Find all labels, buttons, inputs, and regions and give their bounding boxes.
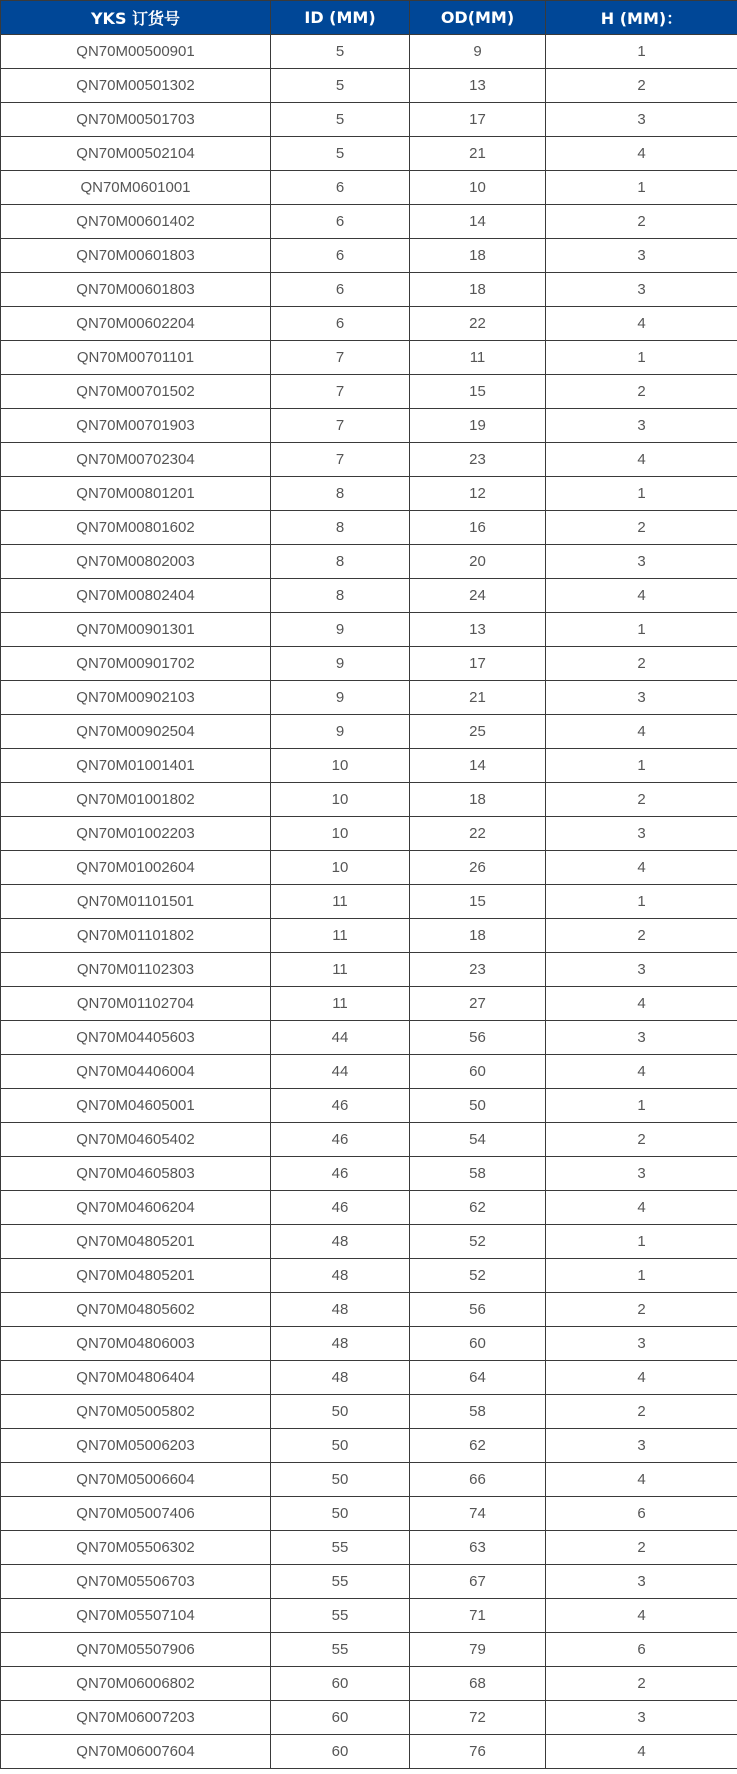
cell-order-number: QN70M01102704: [1, 987, 271, 1021]
cell-inner-diameter: 48: [271, 1293, 410, 1327]
cell-outer-diameter: 68: [410, 1667, 546, 1701]
cell-inner-diameter: 8: [271, 511, 410, 545]
cell-height: 3: [546, 1327, 737, 1361]
cell-inner-diameter: 10: [271, 749, 410, 783]
cell-inner-diameter: 55: [271, 1531, 410, 1565]
table-row: [1, 1123, 737, 1157]
cell-height: 3: [546, 1565, 737, 1599]
cell-outer-diameter: 66: [410, 1463, 546, 1497]
cell-order-number: QN70M04605803: [1, 1157, 271, 1191]
table-body: [1, 35, 737, 1769]
cell-height: 4: [546, 579, 737, 613]
cell-inner-diameter: 55: [271, 1565, 410, 1599]
cell-outer-diameter: 52: [410, 1259, 546, 1293]
cell-height: 4: [546, 987, 737, 1021]
cell-inner-diameter: 11: [271, 919, 410, 953]
cell-height: 4: [546, 137, 737, 171]
cell-inner-diameter: 9: [271, 715, 410, 749]
cell-outer-diameter: 17: [410, 103, 546, 137]
cell-outer-diameter: 9: [410, 35, 546, 69]
header-row: [1, 1, 737, 35]
cell-outer-diameter: 19: [410, 409, 546, 443]
table-row: [1, 953, 737, 987]
cell-inner-diameter: 5: [271, 103, 410, 137]
cell-order-number: QN70M06006802: [1, 1667, 271, 1701]
table-row: [1, 681, 737, 715]
cell-order-number: QN70M00701101: [1, 341, 271, 375]
cell-order-number: QN70M00601803: [1, 273, 271, 307]
cell-order-number: QN70M05005802: [1, 1395, 271, 1429]
cell-height: 3: [546, 1701, 737, 1735]
table-row: [1, 171, 737, 205]
cell-order-number: QN70M00801201: [1, 477, 271, 511]
table-row: [1, 1565, 737, 1599]
cell-height: 4: [546, 1599, 737, 1633]
cell-order-number: QN70M04605402: [1, 1123, 271, 1157]
table-row: [1, 613, 737, 647]
cell-height: 2: [546, 511, 737, 545]
table-row: [1, 1667, 737, 1701]
cell-outer-diameter: 25: [410, 715, 546, 749]
cell-outer-diameter: 10: [410, 171, 546, 205]
cell-outer-diameter: 56: [410, 1293, 546, 1327]
cell-inner-diameter: 9: [271, 647, 410, 681]
cell-height: 3: [546, 1157, 737, 1191]
cell-outer-diameter: 76: [410, 1735, 546, 1769]
cell-height: 2: [546, 375, 737, 409]
table-row: [1, 443, 737, 477]
cell-order-number: QN70M00502104: [1, 137, 271, 171]
cell-order-number: QN70M01001401: [1, 749, 271, 783]
cell-height: 6: [546, 1497, 737, 1531]
cell-inner-diameter: 50: [271, 1429, 410, 1463]
cell-inner-diameter: 10: [271, 851, 410, 885]
cell-inner-diameter: 5: [271, 137, 410, 171]
cell-inner-diameter: 50: [271, 1497, 410, 1531]
cell-outer-diameter: 52: [410, 1225, 546, 1259]
cell-outer-diameter: 18: [410, 273, 546, 307]
cell-height: 3: [546, 1429, 737, 1463]
cell-height: 4: [546, 443, 737, 477]
cell-inner-diameter: 55: [271, 1599, 410, 1633]
cell-outer-diameter: 14: [410, 205, 546, 239]
table-row: [1, 1191, 737, 1225]
cell-inner-diameter: 60: [271, 1667, 410, 1701]
cell-inner-diameter: 55: [271, 1633, 410, 1667]
cell-order-number: QN70M00701903: [1, 409, 271, 443]
cell-order-number: QN70M00501302: [1, 69, 271, 103]
cell-order-number: QN70M04606204: [1, 1191, 271, 1225]
cell-outer-diameter: 24: [410, 579, 546, 613]
cell-height: 3: [546, 239, 737, 273]
table-row: [1, 205, 737, 239]
table-row: [1, 1293, 737, 1327]
header-order-number: YKS 订货号: [1, 1, 271, 35]
table-row: [1, 1157, 737, 1191]
cell-order-number: QN70M04405603: [1, 1021, 271, 1055]
cell-height: 1: [546, 477, 737, 511]
cell-outer-diameter: 67: [410, 1565, 546, 1599]
cell-outer-diameter: 62: [410, 1429, 546, 1463]
table-row: [1, 341, 737, 375]
cell-order-number: QN70M00601402: [1, 205, 271, 239]
cell-outer-diameter: 13: [410, 69, 546, 103]
cell-order-number: QN70M01102303: [1, 953, 271, 987]
cell-order-number: QN70M04805602: [1, 1293, 271, 1327]
cell-order-number: QN70M04806404: [1, 1361, 271, 1395]
cell-inner-diameter: 9: [271, 613, 410, 647]
cell-outer-diameter: 21: [410, 137, 546, 171]
cell-order-number: QN70M05507104: [1, 1599, 271, 1633]
cell-inner-diameter: 6: [271, 239, 410, 273]
cell-height: 2: [546, 919, 737, 953]
table-row: [1, 1599, 737, 1633]
cell-height: 2: [546, 1123, 737, 1157]
cell-outer-diameter: 58: [410, 1157, 546, 1191]
cell-inner-diameter: 5: [271, 69, 410, 103]
cell-outer-diameter: 62: [410, 1191, 546, 1225]
cell-order-number: QN70M06007203: [1, 1701, 271, 1735]
cell-outer-diameter: 11: [410, 341, 546, 375]
cell-order-number: QN70M00802404: [1, 579, 271, 613]
cell-order-number: QN70M01101802: [1, 919, 271, 953]
cell-outer-diameter: 54: [410, 1123, 546, 1157]
table-row: [1, 1021, 737, 1055]
cell-order-number: QN70M01002203: [1, 817, 271, 851]
cell-height: 2: [546, 1395, 737, 1429]
cell-outer-diameter: 50: [410, 1089, 546, 1123]
table-row: [1, 647, 737, 681]
cell-height: 2: [546, 647, 737, 681]
cell-inner-diameter: 7: [271, 341, 410, 375]
cell-order-number: QN70M04605001: [1, 1089, 271, 1123]
cell-inner-diameter: 6: [271, 273, 410, 307]
cell-outer-diameter: 23: [410, 953, 546, 987]
cell-height: 4: [546, 1735, 737, 1769]
table-row: [1, 545, 737, 579]
cell-order-number: QN70M04805201: [1, 1259, 271, 1293]
cell-inner-diameter: 8: [271, 477, 410, 511]
table-row: [1, 1531, 737, 1565]
cell-outer-diameter: 20: [410, 545, 546, 579]
cell-outer-diameter: 22: [410, 817, 546, 851]
cell-inner-diameter: 6: [271, 171, 410, 205]
cell-outer-diameter: 18: [410, 919, 546, 953]
cell-height: 2: [546, 1293, 737, 1327]
cell-inner-diameter: 46: [271, 1123, 410, 1157]
cell-height: 1: [546, 1259, 737, 1293]
table-header: [1, 1, 737, 35]
cell-order-number: QN70M05006203: [1, 1429, 271, 1463]
table-row: [1, 1395, 737, 1429]
cell-inner-diameter: 7: [271, 443, 410, 477]
cell-order-number: QN70M00702304: [1, 443, 271, 477]
cell-order-number: QN70M04805201: [1, 1225, 271, 1259]
cell-height: 3: [546, 409, 737, 443]
table-row: [1, 579, 737, 613]
cell-height: 3: [546, 103, 737, 137]
cell-inner-diameter: 50: [271, 1395, 410, 1429]
cell-outer-diameter: 56: [410, 1021, 546, 1055]
cell-outer-diameter: 14: [410, 749, 546, 783]
cell-outer-diameter: 18: [410, 783, 546, 817]
cell-height: 1: [546, 613, 737, 647]
cell-inner-diameter: 10: [271, 783, 410, 817]
cell-height: 1: [546, 749, 737, 783]
cell-order-number: QN70M05507906: [1, 1633, 271, 1667]
cell-outer-diameter: 22: [410, 307, 546, 341]
table-row: [1, 715, 737, 749]
cell-outer-diameter: 15: [410, 375, 546, 409]
cell-inner-diameter: 6: [271, 205, 410, 239]
table-row: [1, 239, 737, 273]
cell-height: 2: [546, 783, 737, 817]
table-row: [1, 1225, 737, 1259]
cell-outer-diameter: 60: [410, 1055, 546, 1089]
cell-order-number: QN70M00901301: [1, 613, 271, 647]
cell-height: 3: [546, 953, 737, 987]
cell-outer-diameter: 72: [410, 1701, 546, 1735]
cell-inner-diameter: 6: [271, 307, 410, 341]
cell-height: 1: [546, 35, 737, 69]
cell-inner-diameter: 46: [271, 1191, 410, 1225]
table-row: [1, 1633, 737, 1667]
cell-height: 4: [546, 851, 737, 885]
cell-height: 4: [546, 715, 737, 749]
cell-height: 1: [546, 341, 737, 375]
cell-outer-diameter: 16: [410, 511, 546, 545]
table-row: [1, 987, 737, 1021]
cell-outer-diameter: 18: [410, 239, 546, 273]
cell-outer-diameter: 64: [410, 1361, 546, 1395]
cell-height: 3: [546, 545, 737, 579]
table-row: [1, 749, 737, 783]
table-row: [1, 885, 737, 919]
cell-order-number: QN70M00602204: [1, 307, 271, 341]
cell-inner-diameter: 9: [271, 681, 410, 715]
table-row: [1, 817, 737, 851]
table-row: [1, 851, 737, 885]
cell-outer-diameter: 23: [410, 443, 546, 477]
table-row: [1, 1497, 737, 1531]
table-row: [1, 1735, 737, 1769]
table-row: [1, 103, 737, 137]
cell-inner-diameter: 8: [271, 579, 410, 613]
table-row: [1, 1463, 737, 1497]
cell-order-number: QN70M00902103: [1, 681, 271, 715]
cell-height: 2: [546, 1531, 737, 1565]
cell-height: 1: [546, 171, 737, 205]
cell-inner-diameter: 46: [271, 1089, 410, 1123]
cell-height: 3: [546, 817, 737, 851]
cell-outer-diameter: 15: [410, 885, 546, 919]
table-row: [1, 1327, 737, 1361]
cell-inner-diameter: 48: [271, 1361, 410, 1395]
cell-order-number: QN70M05506302: [1, 1531, 271, 1565]
cell-inner-diameter: 50: [271, 1463, 410, 1497]
table-row: [1, 1429, 737, 1463]
cell-outer-diameter: 58: [410, 1395, 546, 1429]
cell-inner-diameter: 48: [271, 1259, 410, 1293]
cell-outer-diameter: 74: [410, 1497, 546, 1531]
cell-order-number: QN70M04806003: [1, 1327, 271, 1361]
cell-outer-diameter: 27: [410, 987, 546, 1021]
cell-height: 1: [546, 885, 737, 919]
table-row: [1, 273, 737, 307]
table-row: [1, 919, 737, 953]
cell-order-number: QN70M00901702: [1, 647, 271, 681]
cell-outer-diameter: 63: [410, 1531, 546, 1565]
cell-height: 4: [546, 1191, 737, 1225]
cell-height: 2: [546, 205, 737, 239]
cell-outer-diameter: 12: [410, 477, 546, 511]
header-height: H (MM)：: [546, 1, 737, 35]
cell-outer-diameter: 17: [410, 647, 546, 681]
cell-inner-diameter: 8: [271, 545, 410, 579]
cell-order-number: QN70M05007406: [1, 1497, 271, 1531]
cell-height: 4: [546, 1361, 737, 1395]
cell-order-number: QN70M00601803: [1, 239, 271, 273]
cell-height: 4: [546, 307, 737, 341]
table-row: [1, 375, 737, 409]
cell-height: 2: [546, 1667, 737, 1701]
header-outer-diameter: OD(MM): [410, 1, 546, 35]
cell-inner-diameter: 10: [271, 817, 410, 851]
table-row: [1, 137, 737, 171]
table-row: [1, 69, 737, 103]
cell-outer-diameter: 60: [410, 1327, 546, 1361]
cell-order-number: QN70M00801602: [1, 511, 271, 545]
table-row: [1, 1701, 737, 1735]
cell-inner-diameter: 7: [271, 409, 410, 443]
cell-order-number: QN70M00701502: [1, 375, 271, 409]
cell-inner-diameter: 11: [271, 987, 410, 1021]
cell-inner-diameter: 44: [271, 1055, 410, 1089]
cell-height: 3: [546, 273, 737, 307]
cell-outer-diameter: 13: [410, 613, 546, 647]
cell-height: 1: [546, 1089, 737, 1123]
cell-inner-diameter: 48: [271, 1225, 410, 1259]
cell-height: 1: [546, 1225, 737, 1259]
cell-inner-diameter: 60: [271, 1701, 410, 1735]
table-row: [1, 409, 737, 443]
cell-order-number: QN70M04406004: [1, 1055, 271, 1089]
cell-height: 4: [546, 1463, 737, 1497]
cell-height: 2: [546, 69, 737, 103]
cell-order-number: QN70M01002604: [1, 851, 271, 885]
cell-height: 3: [546, 681, 737, 715]
table-row: [1, 1361, 737, 1395]
cell-outer-diameter: 79: [410, 1633, 546, 1667]
cell-order-number: QN70M00902504: [1, 715, 271, 749]
cell-order-number: QN70M00802003: [1, 545, 271, 579]
cell-order-number: QN70M05506703: [1, 1565, 271, 1599]
cell-order-number: QN70M0601001: [1, 171, 271, 205]
header-inner-diameter: ID (MM): [271, 1, 410, 35]
cell-height: 6: [546, 1633, 737, 1667]
cell-order-number: QN70M05006604: [1, 1463, 271, 1497]
cell-inner-diameter: 11: [271, 885, 410, 919]
cell-order-number: QN70M00500901: [1, 35, 271, 69]
table-row: [1, 35, 737, 69]
table-row: [1, 1089, 737, 1123]
table-row: [1, 1055, 737, 1089]
cell-order-number: QN70M06007604: [1, 1735, 271, 1769]
cell-inner-diameter: 44: [271, 1021, 410, 1055]
cell-inner-diameter: 7: [271, 375, 410, 409]
cell-inner-diameter: 5: [271, 35, 410, 69]
cell-height: 4: [546, 1055, 737, 1089]
cell-outer-diameter: 26: [410, 851, 546, 885]
table-row: [1, 477, 737, 511]
cell-outer-diameter: 21: [410, 681, 546, 715]
cell-order-number: QN70M00501703: [1, 103, 271, 137]
table-row: [1, 307, 737, 341]
cell-order-number: QN70M01001802: [1, 783, 271, 817]
table-row: [1, 783, 737, 817]
table-row: [1, 1259, 737, 1293]
cell-height: 3: [546, 1021, 737, 1055]
table-row: [1, 511, 737, 545]
cell-inner-diameter: 46: [271, 1157, 410, 1191]
cell-inner-diameter: 48: [271, 1327, 410, 1361]
cell-outer-diameter: 71: [410, 1599, 546, 1633]
cell-order-number: QN70M01101501: [1, 885, 271, 919]
cell-inner-diameter: 60: [271, 1735, 410, 1769]
cell-inner-diameter: 11: [271, 953, 410, 987]
